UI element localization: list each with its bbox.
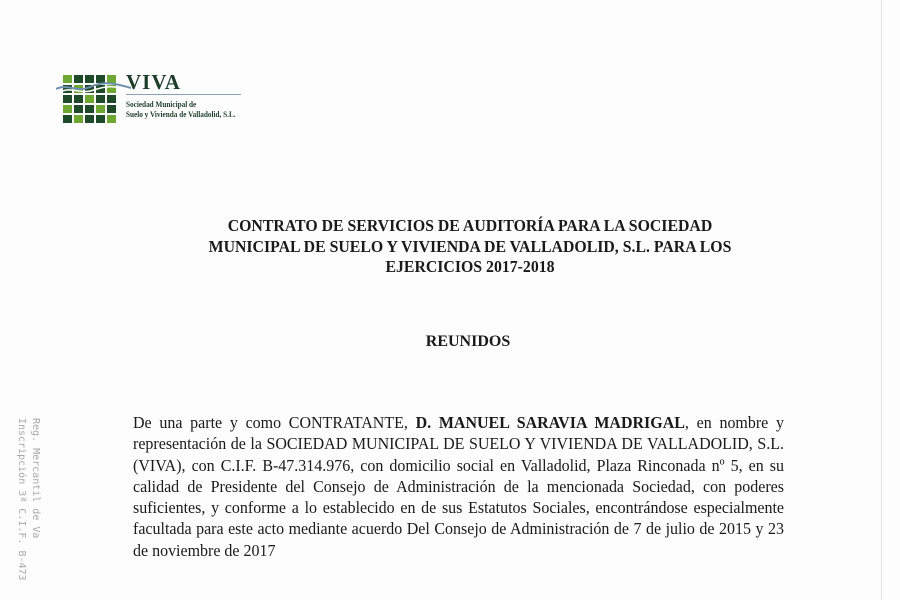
party-name: D. MANUEL SARAVIA MADRIGAL — [415, 413, 685, 432]
title-line: MUNICIPAL DE SUELO Y VIVIENDA DE VALLADOLID, S.L. PARA LOS — [208, 236, 732, 256]
logo-square — [96, 115, 105, 123]
logo-square — [107, 95, 116, 103]
logo-square — [74, 115, 83, 123]
logo-square — [107, 105, 116, 113]
title-line: EJERCICIOS 2017-2018 — [385, 257, 555, 276]
logo-square — [85, 115, 94, 123]
logo-square — [63, 115, 72, 123]
margin-registry-stamp — [14, 418, 42, 581]
logo-square — [63, 105, 72, 113]
viva-logo — [56, 72, 256, 134]
body-paragraph — [133, 412, 784, 561]
para-intro: De una parte y como CONTRATANTE, — [133, 413, 416, 432]
logo-subtitle — [126, 99, 236, 119]
logo-square — [63, 95, 72, 103]
logo-square — [74, 105, 83, 113]
logo-square — [107, 115, 116, 123]
scan-edge-line — [881, 0, 882, 600]
section-heading: REUNIDOS — [425, 333, 511, 350]
logo-rule — [126, 94, 241, 95]
stamp-line: Inscripción 3ª C.I.F. B-473 — [16, 418, 27, 581]
logo-wave-icon — [56, 80, 131, 96]
stamp-line: Reg. Mercantil de Va — [30, 418, 41, 539]
title-line: CONTRATO DE SERVICIOS DE AUDITORÍA PARA LA SOCIEDAD — [227, 216, 713, 235]
document-title — [145, 216, 796, 278]
logo-name: VIVA — [126, 70, 181, 94]
logo-square — [74, 95, 83, 103]
logo-square — [96, 105, 105, 113]
logo-square — [85, 95, 94, 103]
para-rest: , en nombre y representación de la SOCIEDAD MUNICIPAL DE SUELO Y VIVIENDA DE VALLADOLID, S.L. (VIVA), con C.I.F. B-47.314.976, con domicilio social en Valladolid, Plaza Rinconada nº 5, en su calidad de Presidente del Consejo de Administración de la mencionada Sociedad, con poderes suficientes, y conforme a lo establecido en de sus Estatutos Sociales, encontrándose especialmente facultada para este acto mediante acuerdo Del Consejo de Administración de 7 de julio de 2015 y 23 de noviembre de 2017 — [133, 413, 784, 560]
logo-square — [85, 105, 94, 113]
logo-subtitle-line1: Sociedad Municipal de — [126, 99, 197, 109]
logo-subtitle-line2: Suelo y Vivienda de Valladolid, S.L. — [126, 109, 236, 119]
logo-square — [96, 95, 105, 103]
